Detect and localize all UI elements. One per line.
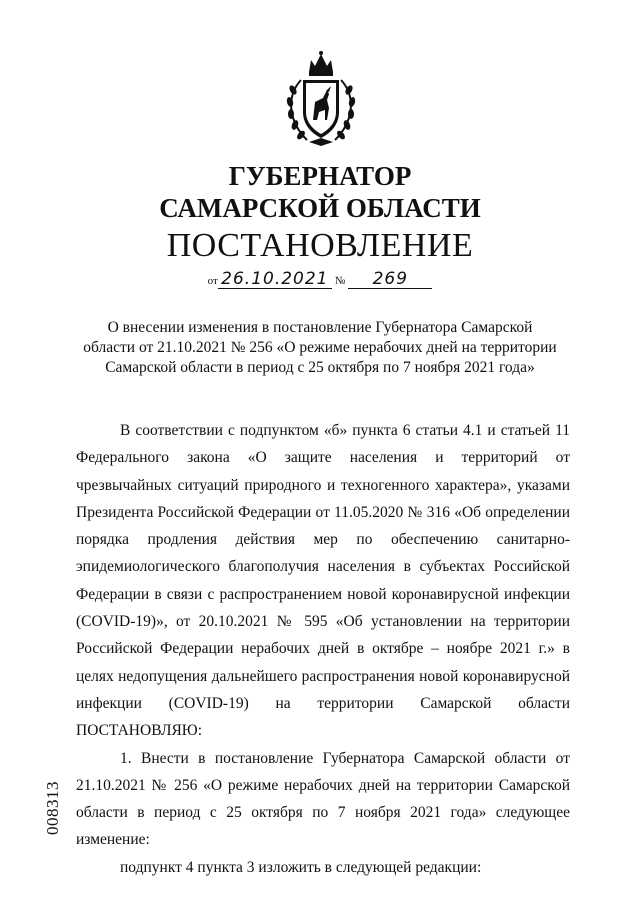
document-subject [60, 318, 580, 378]
body-paragraph-item-1: 1. Внести в постановление Губернатора Самарской области от 21.10.2021 № 256 «О режиме нерабочих дней на территории Самарской области в период с 25 октября по 7 ноября 2021 года» следующее изменение: [76, 749, 570, 849]
document-type-title: ПОСТАНОВЛЕНИЕ [166, 227, 474, 264]
body-paragraph-preamble: В соответствии с подпунктом «б» пункта 6 статьи 4.1 и статьей 11 Федерального закона «О защите населения и территорий от чрезвычайных ситуаций природного и техногенного характера», указами Президента Российской Федерации от 11.05.2020 № 316 «Об определении порядка продления действия мер по обеспечению санитарно-эпидемиологического благополучия населения в субъектах Российской Федерации в связи с распространением новой коронавирусной инфекции (COVID-19)», от 20.10.2021 № 595 «Об установлении на территории Российской Федерации нерабочих дней в октябре – ноябре 2021 г.» в целях недопущения дальнейшего распространения новой коронавирусной инфекции (COVID-19) на территории Самарской области ПОСТАНОВЛЯЮ: [76, 422, 570, 740]
subject-line: Самарской области в период с 25 октября по 7 ноября 2021 года» [105, 359, 535, 376]
date-number-line [0, 270, 640, 289]
number-prefix: № [334, 275, 346, 287]
coat-of-arms-emblem [279, 50, 363, 150]
subject-line: О внесении изменения в постановление Губернатора Самарской [107, 319, 533, 336]
stamp-number: 008313 [43, 781, 62, 835]
margin-registration-stamp [40, 768, 66, 848]
handwritten-date: 26.10.2021 [218, 270, 332, 289]
issuing-authority [0, 160, 640, 224]
subject-line: области от 21.10.2021 № 256 «О режиме нерабочих дней на территории [83, 339, 557, 356]
authority-title: ГУБЕРНАТОР [228, 161, 412, 191]
document-body [76, 417, 570, 881]
date-prefix: от [207, 275, 218, 287]
authority-region: САМАРСКОЙ ОБЛАСТИ [159, 193, 481, 223]
body-paragraph-subitem: подпункт 4 пункта 3 изложить в следующей редакции: [120, 858, 482, 876]
handwritten-number: 269 [348, 270, 432, 289]
